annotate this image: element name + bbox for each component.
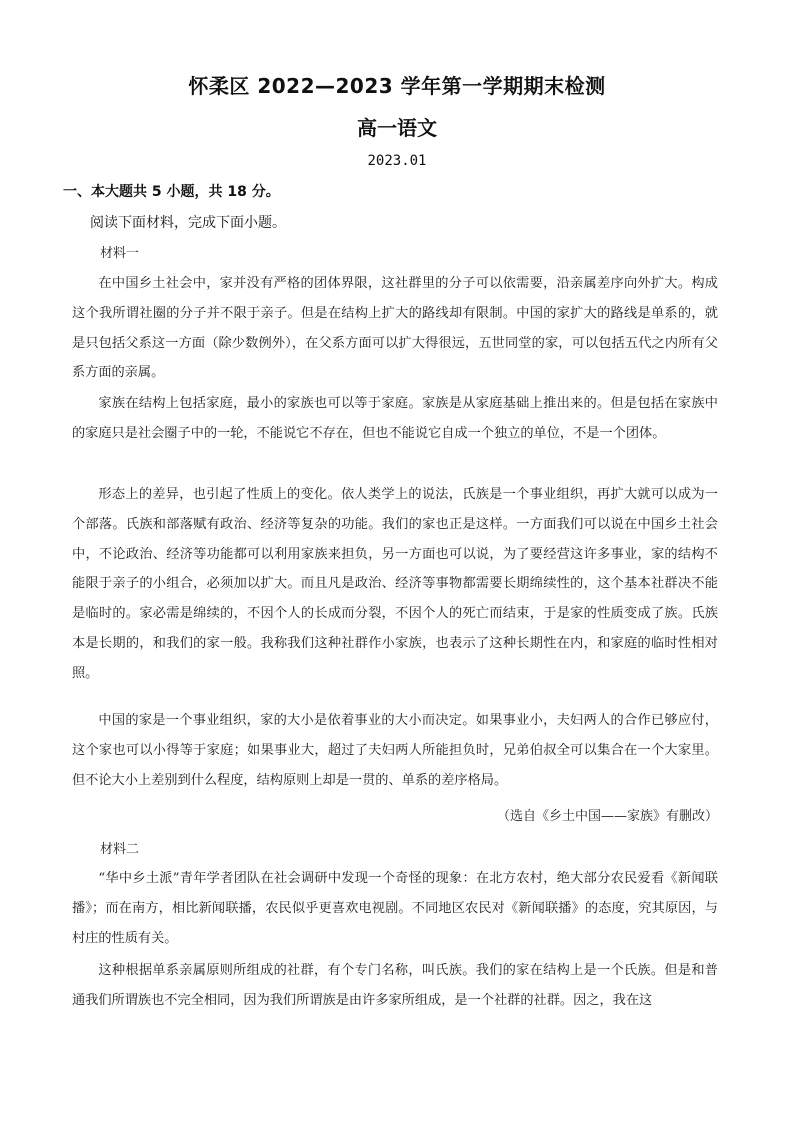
section-heading: 一、本大题共 5 小题，共 18 分。 <box>63 184 280 200</box>
exam-subject: 高一语文 <box>357 116 437 140</box>
material-1-source: （选自《乡土中国——家族》有删改） <box>496 809 718 824</box>
material-1-paragraph-3: 形态上的差异，也引起了性质上的变化。依人类学上的说法，氏族是一个事业组织，再扩大就可以成为一个部落。氏族和部落赋有政治、经济等复杂的功能。我们的家也正是这样。一方面我们可以说在中国乡土社会中，不论政治、经济等功能都可以利用家族来担负，另一方面也可以说，为了要经营这许多事业，家的结构不能限于亲子的小组合，必须加以扩大。而且凡是政治、经济等事物都需要长期绵续性的，这个基本社群决不能是临时的。家必需是绵续的，不因个人的长成而分裂，不因个人的死亡而结束，于是家的性质变成了族。氏族本是长期的，和我们的家一般。我称我们这种社群作小家族，也表示了这种长期性在内，和家庭的临时性相对照。 <box>72 487 718 681</box>
reading-instruction: 阅读下面材料，完成下面小题。 <box>90 215 286 231</box>
material-2-label: 材料二 <box>100 842 140 857</box>
material-1-label: 材料一 <box>100 246 140 261</box>
exam-title: 怀柔区 2022—2023 学年第一学期期末检测 <box>188 74 606 98</box>
material-1-paragraph-1: 在中国乡土社会中，家并没有严格的团体界限，这社群里的分子可以依需要，沿亲属差序向外扩大。构成这个我所谓社圈的分子并不限于亲子。但是在结构上扩大的路线却有限制。中国的家扩大的路线是单系的，就是只包括父系这一方面（除少数例外），在父系方面可以扩大得很远，五世同堂的家，可以包括五代之内所有父系方面的亲属。 <box>72 276 718 381</box>
exam-date: 2023.01 <box>367 153 427 169</box>
material-1-paragraph-2: 家族在结构上包括家庭，最小的家族也可以等于家庭。家族是从家庭基础上推出来的。但是包括在家族中的家庭只是社会圈子中的一轮，不能说它不存在，但也不能说它自成一个独立的单位，不是一个团体。 <box>72 396 718 441</box>
material-1-paragraph-4: 中国的家是一个事业组织，家的大小是依着事业的大小而决定。如果事业小，夫妇两人的合作已够应付，这个家也可以小得等于家庭；如果事业大，超过了夫妇两人所能担负时，兄弟伯叔全可以集合在一个大家里。但不论大小上差别到什么程度，结构原则上却是一贯的、单系的差序格局。 <box>72 713 718 788</box>
material-2-paragraph-2: 这种根据单系亲属原则所组成的社群，有个专门名称，叫氏族。我们的家在结构上是一个氏族。但是和普通我们所谓族也不完全相同，因为我们所谓族是由许多家所组成，是一个社群的社群。因之，我在这 <box>72 963 718 1008</box>
material-2-paragraph-1: “华中乡土派”青年学者团队在社会调研中发现一个奇怪的现象：在北方农村，绝大部分农民爱看《新闻联播》；而在南方，相比新闻联播，农民似乎更喜欢电视剧。不同地区农民对《新闻联播》的态度，究其原因，与村庄的性质有关。 <box>72 871 718 946</box>
